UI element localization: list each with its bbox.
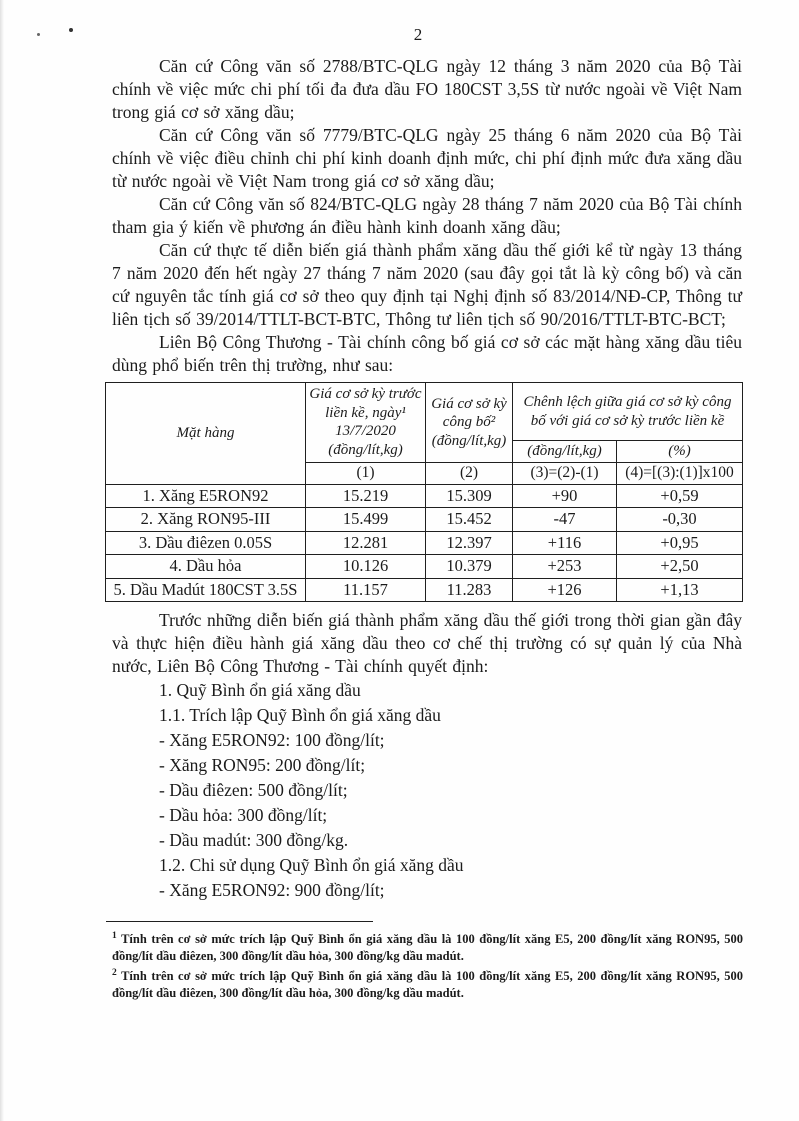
scan-edge-artifact — [0, 0, 4, 1121]
base-price-table — [105, 382, 743, 602]
diff-value: -47 — [513, 508, 617, 532]
table-row — [106, 555, 743, 579]
diff-value: +90 — [513, 484, 617, 508]
footnote-2-text: Tính trên cơ sở mức trích lập Quỹ Bình ổn giá xăng dầu là 100 đồng/lít xăng E5, 200 đồng/lít xăng RON95, 500 đồng/lít dầu điêzen, 300 đồng/lít dầu hỏa, 300 đồng/kg dầu madút. — [112, 969, 743, 1001]
section-heading-trich-lap: 1.1. Trích lập Quỹ Bình ổn giá xăng dầu — [159, 705, 441, 725]
col-header-product: Mặt hàng — [106, 383, 306, 485]
diff-percent: +2,50 — [617, 555, 743, 579]
section-heading-quy-binh-on: 1. Quỹ Bình ổn giá xăng dầu — [159, 680, 361, 700]
current-price: 11.283 — [426, 578, 513, 602]
product-name: 2. Xăng RON95-III — [106, 508, 306, 532]
col-header-current-price: Giá cơ sở kỳ công bố² (đồng/lít,kg) — [426, 383, 513, 463]
list-item-trich-lap-diezen: - Dầu điêzen: 500 đồng/lít; — [159, 780, 348, 800]
diff-percent: +0,95 — [617, 531, 743, 555]
list-item-trich-lap-dau-hoa: - Dầu hỏa: 300 đồng/lít; — [159, 805, 328, 825]
section-heading-chi-su-dung: 1.2. Chi sử dụng Quỹ Bình ổn giá xăng dầu — [159, 855, 464, 875]
prev-price: 15.499 — [306, 508, 426, 532]
diff-value: +116 — [513, 531, 617, 555]
col-header-difference-unit: (đồng/lít,kg) — [513, 441, 617, 463]
list-item-trich-lap-e5ron92: - Xăng E5RON92: 100 đồng/lít; — [159, 730, 385, 750]
diff-percent: -0,30 — [617, 508, 743, 532]
prev-price: 15.219 — [306, 484, 426, 508]
paragraph-decision-intro: Trước những diễn biến giá thành phẩm xăng dầu thế giới trong thời gian gần đây và thực hiện điều hành giá xăng dầu theo cơ chế thị trường có sự quản lý của Nhà nước, Liên Bộ Công Thương - Tài chính quyết định: — [112, 610, 742, 676]
col-header-difference: Chênh lệch giữa giá cơ sở kỳ công bố với giá cơ sở kỳ trước liền kề — [513, 383, 743, 441]
footnote-2 — [112, 965, 743, 1002]
page-number: 2 — [413, 25, 423, 44]
diff-percent: +1,13 — [617, 578, 743, 602]
paragraph-can-cu-824: Căn cứ Công văn số 824/BTC-QLG ngày 28 tháng 7 năm 2020 của Bộ Tài chính tham gia ý kiến về phương án điều hành kinh doanh xăng dầu; — [112, 194, 742, 237]
product-name: 5. Dầu Madút 180CST 3.5S — [106, 578, 306, 602]
current-price: 15.309 — [426, 484, 513, 508]
diff-percent: +0,59 — [617, 484, 743, 508]
list-item-trich-lap-ron95: - Xăng RON95: 200 đồng/lít; — [159, 755, 366, 775]
table-row — [106, 484, 743, 508]
footnote-separator — [106, 921, 373, 922]
footnote-1-marker: 1 — [112, 931, 117, 941]
formula-cell-3: (3)=(2)-(1) — [513, 462, 617, 484]
table-row — [106, 578, 743, 602]
col-header-prev-price: Giá cơ sở kỳ trước liền kề, ngày¹ 13/7/2020 (đồng/lít,kg) — [306, 383, 426, 463]
formula-cell-2: (2) — [426, 462, 513, 484]
paragraph-can-cu-7779: Căn cứ Công văn số 7779/BTC-QLG ngày 25 tháng 6 năm 2020 của Bộ Tài chính về việc điều chỉnh chi phí kinh doanh định mức, chi phí định mức đưa xăng dầu từ nước ngoài về Việt Nam trong giá cơ sở xăng dầu; — [112, 125, 742, 191]
col-header-difference-pct: (%) — [617, 441, 743, 463]
footnote-2-marker: 2 — [112, 968, 117, 979]
current-price: 10.379 — [426, 555, 513, 579]
list-item-trich-lap-madut: - Dầu madút: 300 đồng/kg. — [159, 830, 349, 850]
paragraph-can-cu-thuc-te: Căn cứ thực tế diễn biến giá thành phẩm xăng dầu thế giới kể từ ngày 13 tháng 7 năm 2020 đến hết ngày 27 tháng 7 năm 2020 (sau đây gọi tắt là kỳ công bố) và căn cứ nguyên tắc tính giá cơ sở theo quy định tại Nghị định số 83/2014/NĐ-CP, Thông tư liên tịch số 39/2014/TTLT-BCT-BTC, Thông tư liên tịch số 90/2016/TTLT-BTC-BCT; — [112, 240, 742, 329]
prev-price: 11.157 — [306, 578, 426, 602]
footnote-section — [112, 921, 743, 1002]
footnote-1-text: Tính trên cơ sở mức trích lập Quỹ Bình ổn giá xăng dầu là 100 đồng/lít xăng E5, 200 đồng/lít xăng RON95, 500 đồng/lít dầu điêzen, 300 đồng/lít dầu hỏa, 300 đồng/kg dầu madút. — [112, 932, 743, 964]
paragraph-cong-bo: Liên Bộ Công Thương - Tài chính công bố giá cơ sở các mặt hàng xăng dầu tiêu dùng phổ biến trên thị trường, như sau: — [112, 332, 742, 375]
paragraph-can-cu-2788: Căn cứ Công văn số 2788/BTC-QLG ngày 12 tháng 3 năm 2020 của Bộ Tài chính về việc mức chi phí tối đa đưa dầu FO 180CST 3,5S từ nước ngoài về Việt Nam trong giá cơ sở xăng dầu; — [112, 56, 742, 122]
scan-speck — [37, 33, 40, 36]
scan-speck — [69, 28, 73, 32]
list-item-chi-e5ron92: - Xăng E5RON92: 900 đồng/lít; — [159, 880, 385, 900]
diff-value: +126 — [513, 578, 617, 602]
product-name: 4. Dầu hỏa — [106, 555, 306, 579]
product-name: 3. Dầu điêzen 0.05S — [106, 531, 306, 555]
prev-price: 10.126 — [306, 555, 426, 579]
document-body — [112, 55, 742, 903]
prev-price: 12.281 — [306, 531, 426, 555]
formula-cell-1: (1) — [306, 462, 426, 484]
current-price: 12.397 — [426, 531, 513, 555]
table-row — [106, 531, 743, 555]
current-price: 15.452 — [426, 508, 513, 532]
footnote-1 — [112, 928, 743, 965]
table-row — [106, 508, 743, 532]
table-header-row — [106, 383, 743, 441]
diff-value: +253 — [513, 555, 617, 579]
formula-cell-4: (4)=[(3):(1)]x100 — [617, 462, 743, 484]
product-name: 1. Xăng E5RON92 — [106, 484, 306, 508]
